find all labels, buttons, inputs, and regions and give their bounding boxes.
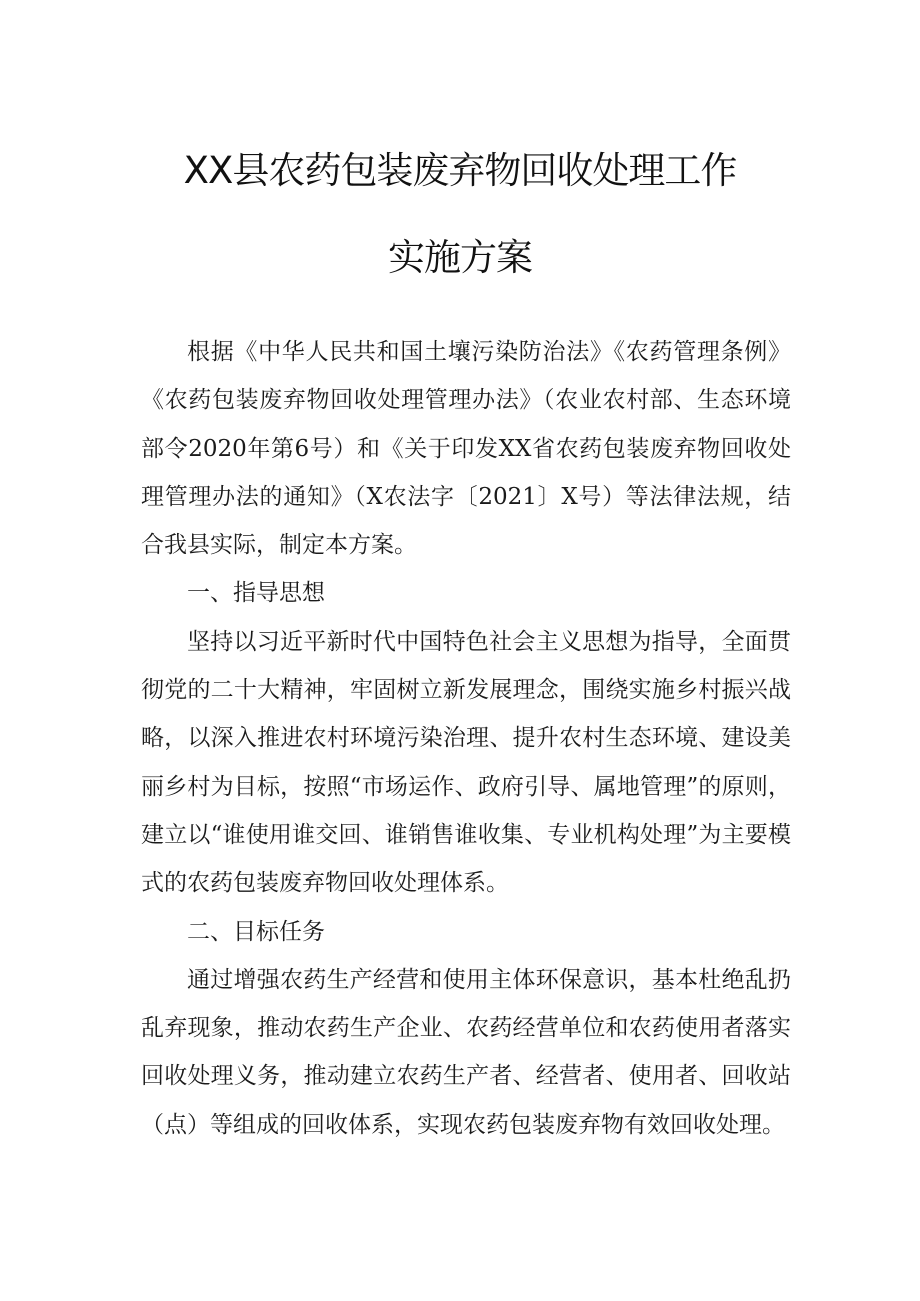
intro-paragraph: 根据《中华人民共和国土壤污染防治法》《农药管理条例》《农药包装废弃物回收处理管理办法》（农业农村部、生态环境部令2020年第6号）和《关于印发XX省农药包装废弃物回收处理管理办法的通知》（X农法字〔2021〕X号）等法律法规，结合我县实际，制定本方案。: [141, 339, 791, 559]
section2-heading: 二、目标任务: [187, 918, 325, 945]
section1-paragraph: 坚持以习近平新时代中国特色社会主义思想为指导，全面贯彻党的二十大精神，牢固树立新发展理念，围绕实施乡村振兴战略，以深入推进农村环境污染治理、提升农村生态环境、建设美丽乡村为目标，按照“市场运作、政府引导、属地管理”的原则，建立以“谁使用谁交回、谁销售谁收集、专业机构处理”为主要模式的农药包装废弃物回收处理体系。: [141, 628, 791, 897]
section1-heading: 一、指导思想: [187, 580, 325, 607]
document-title-line1: XX县农药包装废弃物回收处理工作: [183, 149, 737, 192]
section2-paragraph: 通过增强农药生产经营和使用主体环保意识，基本杜绝乱扔乱弃现象，推动农药生产企业、农药经营单位和农药使用者落实回收处理义务，推动建立农药生产者、经营者、使用者、回收站（点）等组成的回收体系，实现农药包装废弃物有效回收处理。: [141, 966, 791, 1138]
document-body: [141, 328, 791, 1149]
document-title-line2: 实施方案: [388, 236, 532, 279]
